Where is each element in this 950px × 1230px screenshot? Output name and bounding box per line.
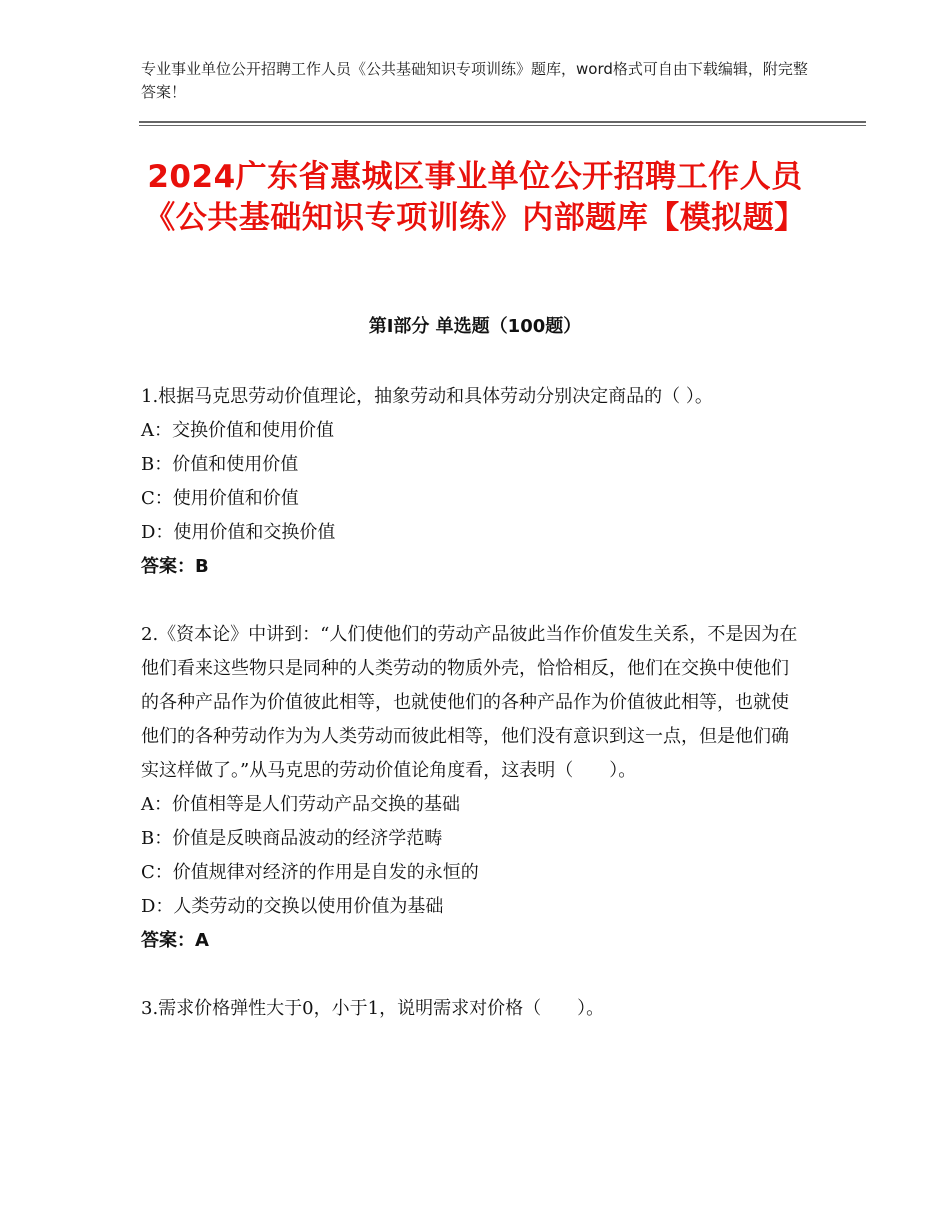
header-note: 专业事业单位公开招聘工作人员《公共基础知识专项训练》题库，word格式可自由下载编辑，附完整答案！	[141, 60, 808, 101]
question-list	[141, 380, 806, 1026]
question-stem: 3.需求价格弹性大于0，小于1，说明需求对价格（ ）。	[141, 998, 605, 1019]
option-a: A：交换价值和使用价值	[141, 420, 334, 441]
answer-label: 答案：A	[141, 930, 209, 951]
option-c: C：价值规律对经济的作用是自发的永恒的	[141, 862, 479, 883]
question-stem: 1.根据马克思劳动价值理论，抽象劳动和具体劳动分别决定商品的（ ）。	[141, 386, 713, 407]
header-divider-thin	[139, 125, 866, 126]
option-c: C：使用价值和价值	[141, 488, 299, 509]
option-d: D：人类劳动的交换以使用价值为基础	[141, 896, 444, 917]
header-divider	[139, 121, 866, 123]
question-1	[141, 380, 806, 584]
option-b: B：价值和使用价值	[141, 454, 299, 475]
question-3	[141, 992, 806, 1026]
option-a: A：价值相等是人们劳动产品交换的基础	[141, 794, 460, 815]
question-2	[141, 618, 806, 958]
option-d: D：使用价值和交换价值	[141, 522, 336, 543]
section-title: 第Ⅰ部分 单选题（100题）	[368, 316, 582, 337]
answer-label: 答案：B	[141, 556, 209, 577]
option-b: B：价值是反映商品波动的经济学范畴	[141, 828, 443, 849]
document-title: 2024广东省惠城区事业单位公开招聘工作人员《公共基础知识专项训练》内部题库【模拟题】	[144, 159, 806, 236]
question-stem: 2.《资本论》中讲到：“人们使他们的劳动产品彼此当作价值发生关系，不是因为在他们看来这些物只是同种的人类劳动的物质外壳，恰恰相反，他们在交换中使他们的各种产品作为价值彼此相等，也就使他们的各种产品作为价值彼此相等，也就使他们的各种劳动作为为人类劳动而彼此相等，他们没有意识到这一点，但是他们确实这样做了。”从马克思的劳动价值论角度看，这表明（ ）。	[141, 624, 798, 781]
